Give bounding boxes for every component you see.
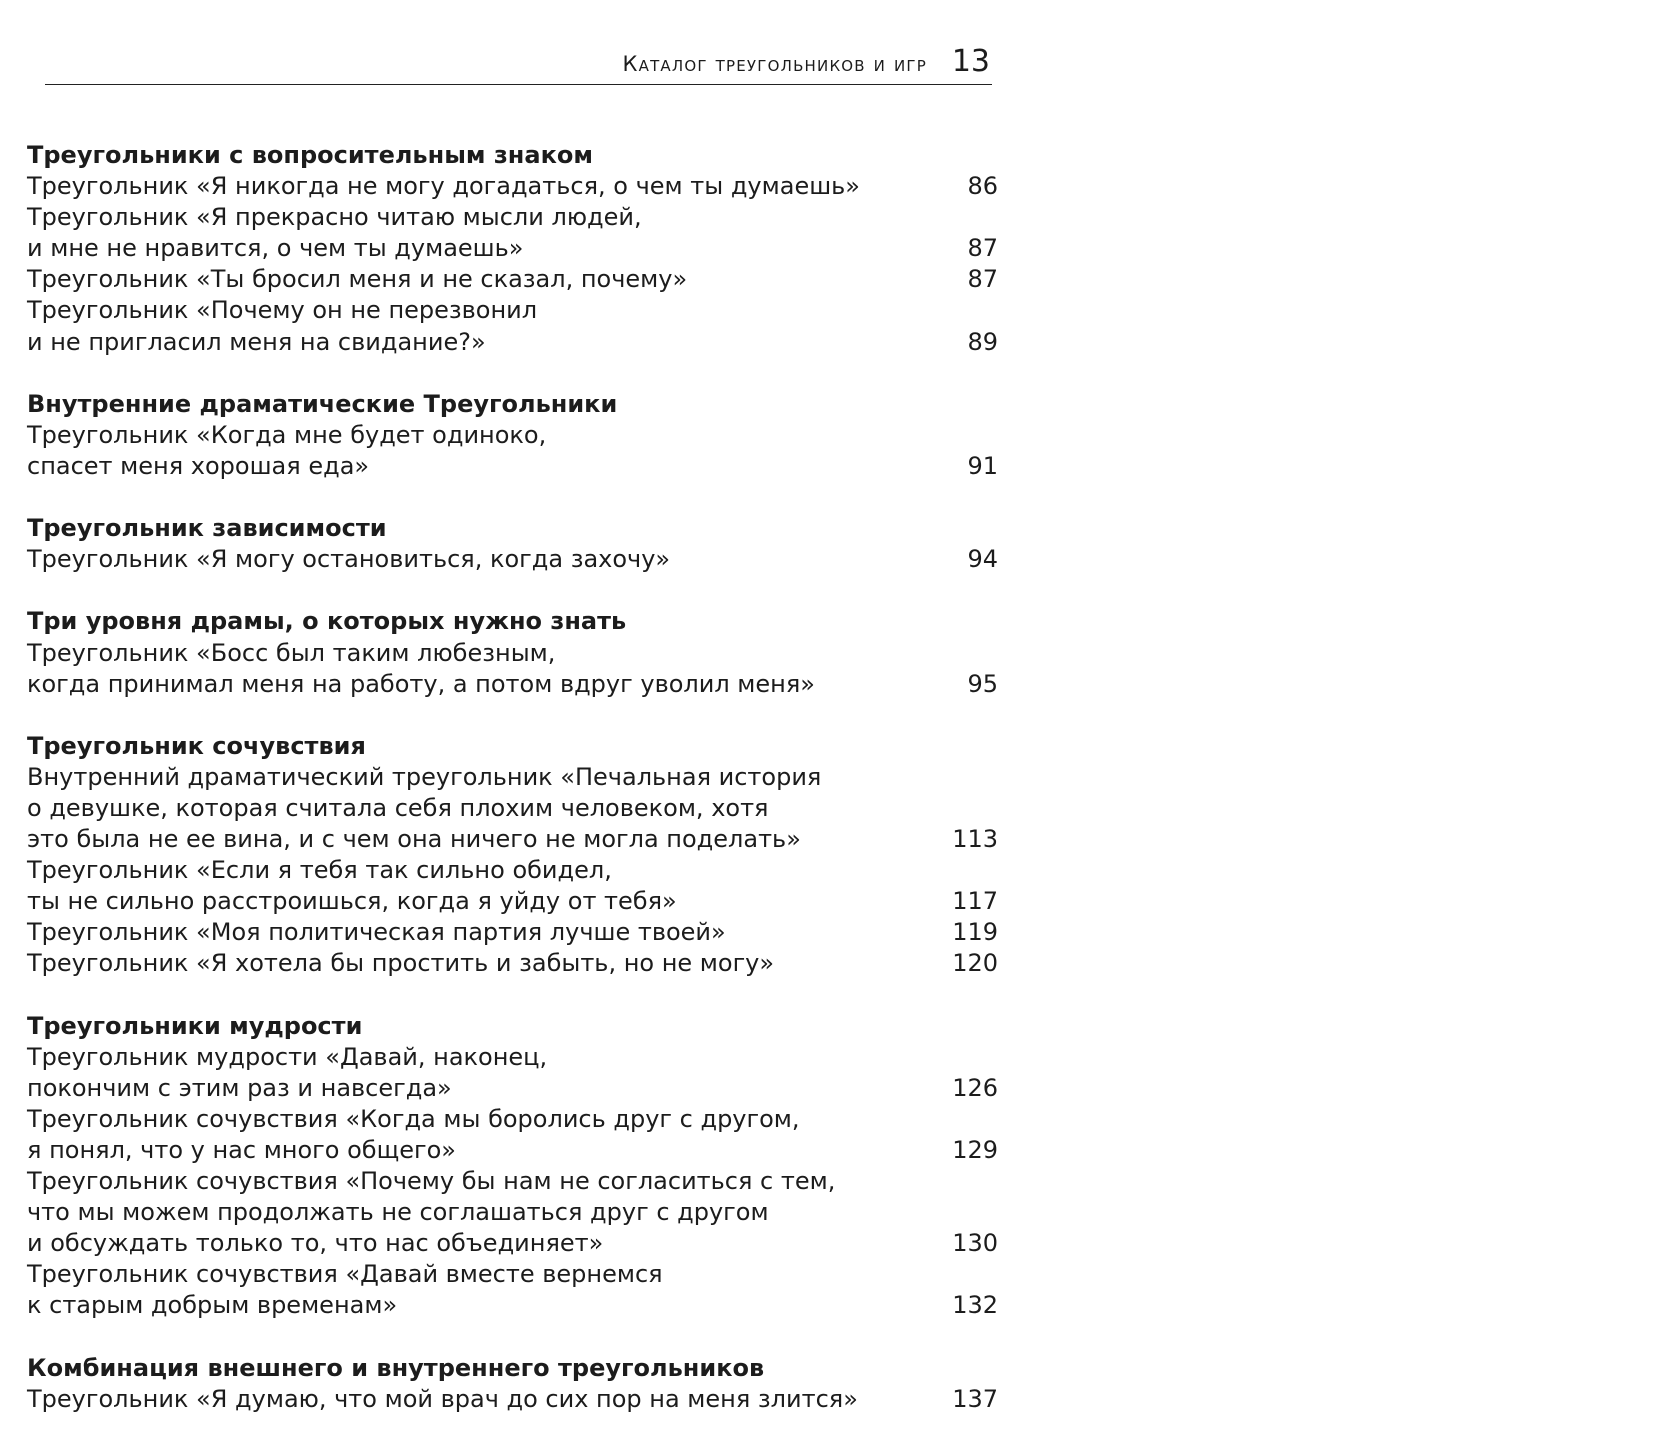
toc-entry <box>27 295 998 357</box>
page-number: 13 <box>951 44 990 79</box>
entry-title-line: Треугольник сочувствия «Когда мы боролись друг с другом, <box>27 1104 800 1133</box>
toc-section <box>27 140 998 358</box>
toc-entry <box>27 1042 998 1104</box>
toc-entry <box>27 638 998 700</box>
entry-title-line: Треугольник «Я хотела бы простить и забыть, но не могу» <box>27 949 775 978</box>
section-title: Треугольники мудрости <box>27 1011 363 1040</box>
entry-page-number: 86 <box>967 172 998 201</box>
entry-title-line: Треугольник сочувствия «Почему бы нам не согласиться с тем, <box>27 1167 836 1196</box>
entry-title-line: Треугольник «Босс был таким любезным, <box>27 638 556 667</box>
running-header-title: Каталог треугольников и игр <box>622 52 927 76</box>
entry-title-line: Треугольник «Когда мне будет одиноко, <box>27 420 547 449</box>
entry-page-number: 91 <box>967 451 998 480</box>
entry-page-number: 132 <box>952 1291 998 1320</box>
toc-entry <box>27 1259 998 1321</box>
toc-section <box>27 513 998 575</box>
toc-section <box>27 731 998 980</box>
entry-title-line: спасет меня хорошая еда» <box>27 451 370 480</box>
entry-page-number: 129 <box>952 1136 998 1164</box>
entry-page-number: 87 <box>967 265 998 294</box>
entry-title-line: Внутренний драматический треугольник «Печальная история <box>27 762 822 791</box>
entry-title-line: ты не сильно расстроишься, когда я уйду от тебя» <box>27 887 677 916</box>
entry-title-line: Треугольник «Моя политическая партия лучше твоей» <box>27 918 726 947</box>
toc-section <box>27 606 998 699</box>
toc-entry <box>27 264 998 295</box>
running-header <box>45 40 992 85</box>
entry-title-line: к старым добрым временам» <box>27 1291 398 1320</box>
entry-page-number: 137 <box>952 1384 998 1413</box>
entry-title-line: что мы можем продолжать не соглашаться друг с другом <box>27 1198 769 1227</box>
entry-page-number: 119 <box>952 918 998 947</box>
section-title: Три уровня драмы, о которых нужно знать <box>27 607 627 636</box>
toc-entry <box>27 202 998 264</box>
entry-title-line: Треугольник «Если я тебя так сильно обидел, <box>27 856 612 885</box>
toc-section <box>27 1353 998 1415</box>
entry-page-number: 117 <box>952 887 998 916</box>
entry-page-number: 130 <box>952 1229 998 1258</box>
entry-title-line: Треугольник сочувствия «Давай вместе вернемся <box>27 1260 663 1289</box>
entry-page-number: 89 <box>967 327 998 356</box>
section-title: Треугольники с вопросительным знаком <box>27 141 593 169</box>
toc-entry <box>27 1104 998 1166</box>
section-title: Внутренние драматические Треугольники <box>27 389 618 418</box>
entry-title-line: когда принимал меня на работу, а потом вдруг уволил меня» <box>27 669 815 698</box>
entry-page-number: 94 <box>967 545 998 574</box>
entry-title-line: о девушке, которая считала себя плохим человеком, хотя <box>27 793 769 822</box>
entry-title-line: Треугольник «Я никогда не могу догадаться, о чем ты думаешь» <box>27 172 860 201</box>
entry-title-line: покончим с этим раз и навсегда» <box>27 1073 452 1102</box>
entry-title-line: и обсуждать только то, что нас объединяет» <box>27 1229 604 1258</box>
toc-entry <box>27 420 998 482</box>
toc-entry <box>27 948 998 979</box>
entry-page-number: 126 <box>952 1073 998 1102</box>
entry-title-line: это была не ее вина, и с чем она ничего не могла поделать» <box>27 825 801 854</box>
toc-entry <box>27 544 998 575</box>
toc-entry <box>27 855 998 917</box>
entry-title-line: и мне не нравится, о чем ты думаешь» <box>27 234 524 263</box>
entry-page-number: 120 <box>952 949 998 978</box>
entry-page-number: 95 <box>967 669 998 698</box>
toc-entry <box>27 762 998 855</box>
section-title: Треугольник зависимости <box>27 514 387 543</box>
entry-title-line: я понял, что у нас много общего» <box>27 1136 456 1164</box>
toc-entry <box>27 171 998 202</box>
table-of-contents <box>27 140 998 1446</box>
entry-title-line: Треугольник «Я прекрасно читаю мысли людей, <box>27 203 642 232</box>
section-title: Треугольник сочувствия <box>27 731 366 760</box>
toc-entry <box>27 1166 998 1259</box>
entry-page-number: 87 <box>967 234 998 263</box>
entry-page-number: 113 <box>952 825 998 854</box>
entry-title-line: Треугольник «Ты бросил меня и не сказал, почему» <box>27 265 688 294</box>
toc-entry <box>27 1384 998 1415</box>
toc-section <box>27 389 998 482</box>
entry-title-line: Треугольник мудрости «Давай, наконец, <box>27 1042 548 1071</box>
toc-entry <box>27 917 998 948</box>
entry-title-line: и не пригласил меня на свидание?» <box>27 327 486 356</box>
entry-title-line: Треугольник «Я могу остановиться, когда захочу» <box>27 545 671 574</box>
entry-title-line: Треугольник «Почему он не перезвонил <box>27 296 538 325</box>
entry-title-line: Треугольник «Я думаю, что мой врач до сих пор на меня злится» <box>27 1384 858 1413</box>
section-title: Комбинация внешнего и внутреннего треугольников <box>27 1353 765 1382</box>
toc-section <box>27 1011 998 1322</box>
